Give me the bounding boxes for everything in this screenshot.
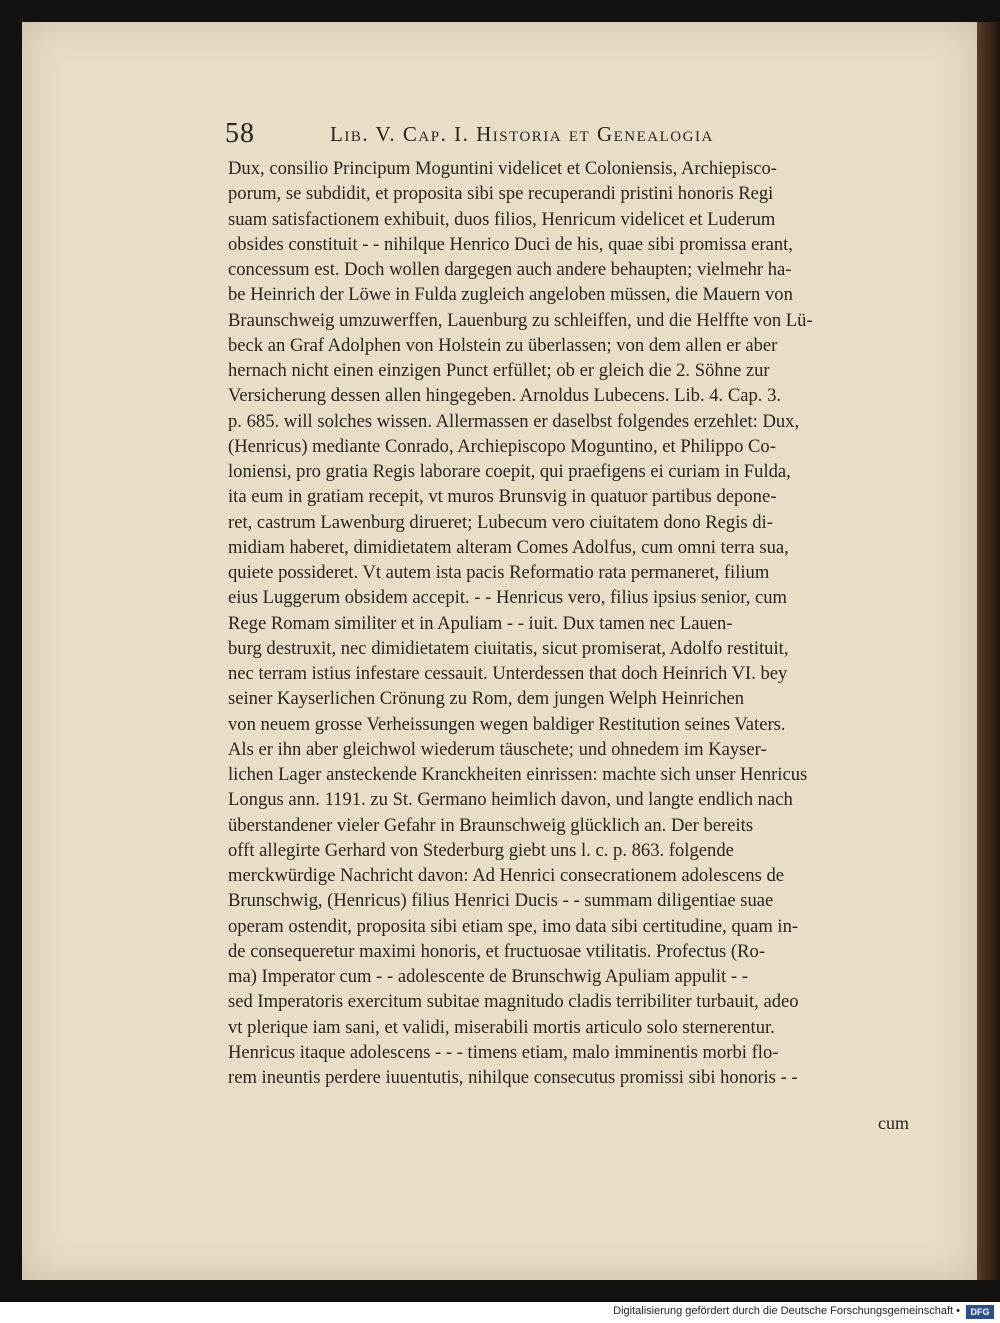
running-head: Lib. V. Cap. I. Historia et Genealogia: [330, 122, 714, 146]
footer: [0, 1302, 1000, 1323]
text-line: Braunschweig umzuwerffen, Lauenburg zu schleiffen, und die Helffte von Lü-: [228, 309, 813, 331]
text-line: Dux, consilio Principum Moguntini videlicet et Coloniensis, Archiepisco-: [228, 158, 777, 179]
text-line: hernach nicht einen einzigen Punct erfüllet; ob er gleich die 2. Söhne zur: [228, 360, 770, 381]
text-line: Versicherung dessen allen hingegeben. Arnoldus Lubecens. Lib. 4. Cap. 3.: [228, 385, 782, 407]
text-line: lichen Lager ansteckende Kranckheiten einrissen: machte sich unser Henricus: [228, 764, 808, 785]
page-number: 58: [225, 118, 255, 149]
text-line: nec terram istius infestare cessauit. Unterdessen that doch Heinrich VI. bey: [228, 663, 788, 684]
text-line: beck an Graf Adolphen von Holstein zu überlassen; von dem allen er aber: [228, 334, 778, 356]
dfg-logo: DFG: [966, 1305, 994, 1319]
text-line: quiete possideret. Vt autem ista pacis Reformatio rata permaneret, filium: [228, 562, 770, 583]
text-line: überstandener vieler Gefahr in Braunschweig glücklich an. Der bereits: [228, 814, 754, 836]
text-line: Rege Romam similiter et in Apuliam - - iuit. Dux tamen nec Lauen-: [228, 612, 733, 634]
text-line: suam satisfactionem exhibuit, duos filios, Henricum videlicet et Luderum: [228, 208, 776, 230]
book-binding-edge: [977, 22, 1000, 1280]
text-line: p. 685. will solches wissen. Allermassen er daselbst folgendes erzehlet: Dux,: [228, 410, 800, 432]
text-line: Longus ann. 1191. zu St. Germano heimlich davon, und langte endlich nach: [228, 789, 793, 811]
text-line: (Henricus) mediante Conrado, Archiepiscopo Moguntino, et Philippo Co-: [228, 435, 776, 457]
text-line: sed Imperatoris exercitum subitae magnitudo cladis terribiliter turbauit, adeo: [228, 991, 799, 1013]
text-line: Als er ihn aber gleichwol wiederum täuschete; und ohnedem im Kayser-: [228, 738, 767, 760]
funding-note: Digitalisierung gefördert durch die Deutsche Forschungsgemeinschaft •: [613, 1305, 960, 1317]
text-line: obsides constituit - - nihilque Henrico Duci de his, quae sibi promissa erant,: [228, 233, 793, 255]
text-line: ma) Imperator cum - - adolescente de Brunschwig Apuliam appulit - -: [228, 966, 748, 987]
catchword: cum: [878, 1113, 909, 1133]
text-line: de consequeretur maximi honoris, et fructuosae vtilitatis. Profectus (Ro-: [228, 940, 766, 962]
text-line: be Heinrich der Löwe in Fulda zugleich angeloben müssen, die Mauern von: [228, 284, 793, 306]
text-line: rem ineuntis perdere iuuentutis, nihilque consecutus promissi sibi honoris - -: [228, 1067, 798, 1088]
text-line: ita eum in gratiam recepit, vt muros Brunsvig in quatuor partibus depone-: [228, 486, 777, 508]
text-line: operam ostendit, proposita sibi etiam spe, imo data sibi certitudine, quam in-: [228, 915, 799, 937]
text-line: eius Luggerum obsidem accepit. - - Henricus vero, filius ipsius senior, cum: [228, 587, 788, 609]
text-line: loniensi, pro gratia Regis laborare coepit, qui praefigens ei curiam in Fulda,: [228, 461, 791, 482]
text-line: Henricus itaque adolescens - - - timens etiam, malo imminentis morbi flo-: [228, 1041, 779, 1063]
text-line: seiner Kayserlichen Crönung zu Rom, dem jungen Welph Heinrichen: [228, 688, 745, 710]
text-line: von neuem grosse Verheissungen wegen baldiger Restitution seines Vaters.: [228, 713, 786, 735]
text-line: Brunschwig, (Henricus) filius Henrici Ducis - - summam diligentiae suae: [228, 890, 774, 912]
text-line: ret, castrum Lawenburg dirueret; Lubecum vero ciuitatem dono Regis di-: [228, 511, 773, 533]
text-line: midiam haberet, dimidietatem alteram Comes Adolfus, cum omni terra sua,: [228, 536, 789, 558]
text-line: offt allegirte Gerhard von Stederburg giebt uns l. c. p. 863. folgende: [228, 839, 734, 861]
text-line: vt plerique iam sani, et validi, miserabili mortis articulo solo sternerentur.: [228, 1016, 775, 1038]
text-line: merckwürdige Nachricht davon: Ad Henrici consecrationem adolescens de: [228, 865, 785, 886]
text-line: porum, se subdidit, et proposita sibi spe recuperandi pristini honoris Regi: [228, 183, 774, 205]
text-line: burg destruxit, nec dimidietatem ciuitatis, sicut promiserat, Adolfo restituit,: [228, 637, 789, 659]
text-line: concessum est. Doch wollen dargegen auch andere behaupten; vielmehr ha-: [228, 259, 792, 280]
page-header: [225, 118, 925, 154]
body-text: [228, 156, 918, 1090]
